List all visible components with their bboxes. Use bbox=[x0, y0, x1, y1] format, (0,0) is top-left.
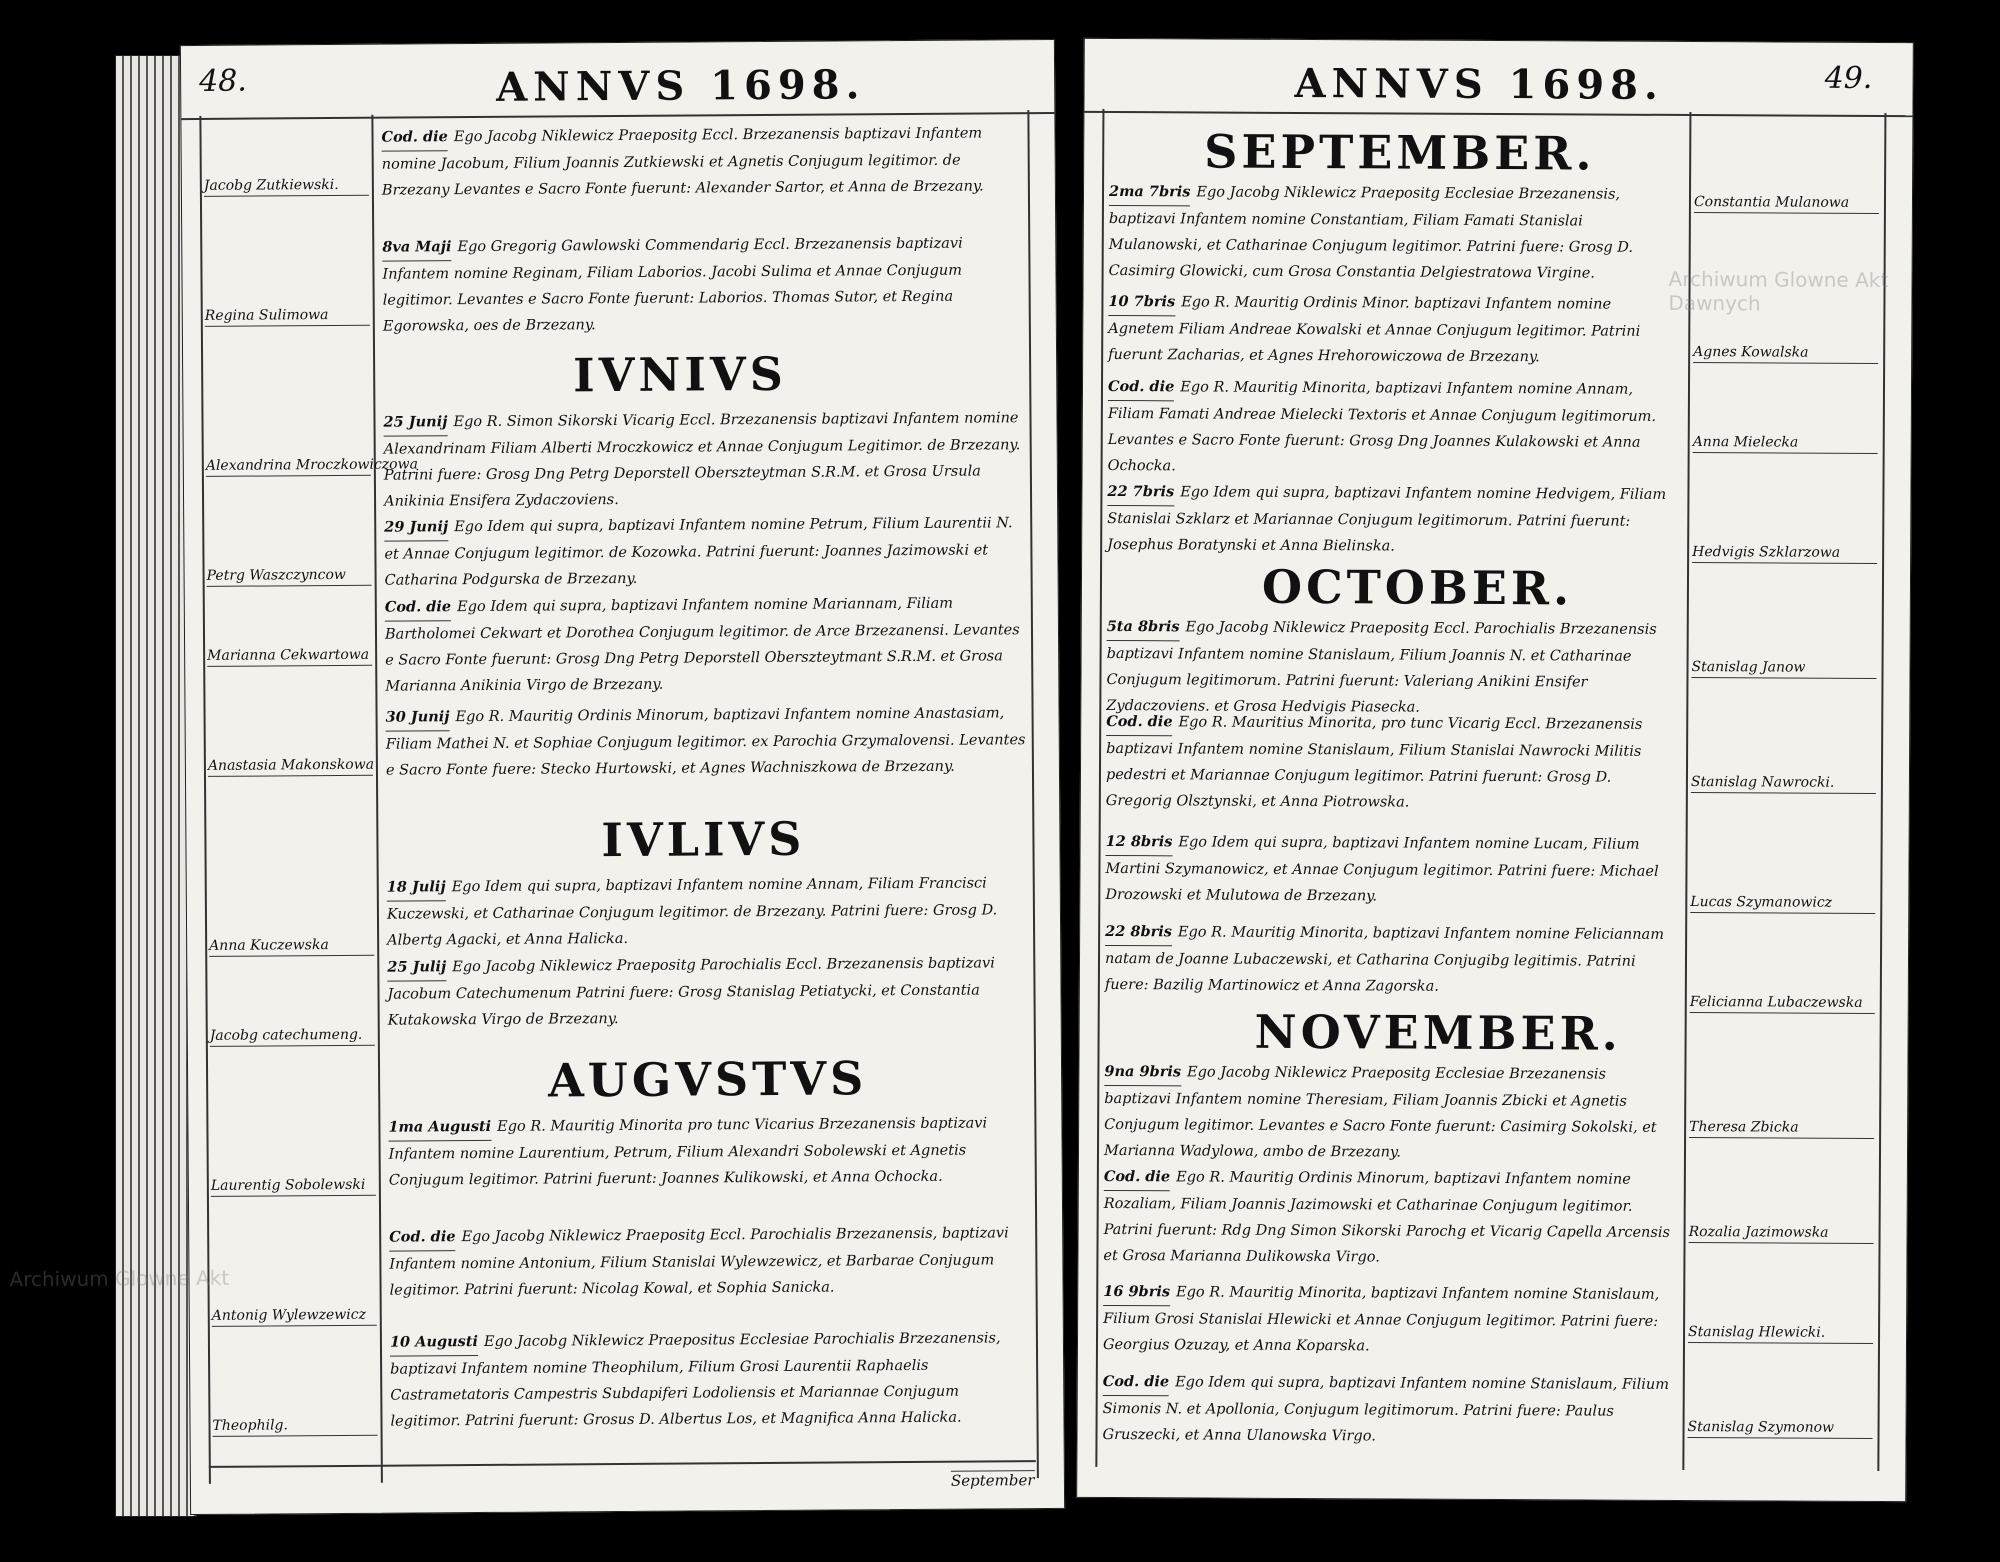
archive-watermark: Archiwum Glowne Akt Dawnych bbox=[1668, 266, 1889, 316]
baptism-entry: Cod. die Ego R. Mauritig Ordinis Minorum, baptizavi Infantem nomine Rozaliam, Filiam Joannis Jazimowski et Catharinae Conjugum legitimor. Patrini fuerunt: Rdg Dng Simon Sikorski Parochg et Vicarig Capella Arcensis et Grosa Marianna Dulikowska Virgo. bbox=[1103, 1164, 1674, 1272]
baptism-entry: Cod. die Ego Idem qui supra, baptizavi Infantem nomine Mariannam, Filiam Bartholomei Cekwart et Dorothea Conjugum legitimor. de Arce Brzezanensi. Levantes e Sacro Fonte fuerunt: Grosg Dng Petrg Deporstell Oberszteytmant S.R.M. et Grosa Marianna Anikinia Virgo de Brzezany. bbox=[384, 595, 1020, 695]
baptism-entry: Cod. die Ego Idem qui supra, baptizavi Infantem nomine Stanislaum, Filium Simonis N. et Apollonia, Conjugum legitimorum. Patrini fuere: Paulus Gruszecki, et Anna Ulanowska Virgo. bbox=[1102, 1369, 1672, 1451]
name-entry: Theophilg. bbox=[212, 1415, 377, 1437]
baptism-entry: Cod. die Ego R. Mauritius Minorita, pro tunc Vicarig Eccl. Brzezanensis baptizavi Infantem nomine Stanislaum, Filium Stanislai Nawrocki Militis pedestri et Mariannae Conjugum legitimor. Patrini fuerunt: Grosg D. Gregorig Olsztynski, et Anna Piotrowska. bbox=[1106, 709, 1677, 817]
right-page-number: 49. bbox=[1824, 60, 1873, 96]
archive-watermark: Archiwum Glowne Akt bbox=[9, 1265, 230, 1292]
baptism-entry: 10 7bris Ego R. Mauritig Ordinis Minor. baptizavi Infantem nomine Agnetem Filiam Andreae Kowalski et Annae Conjugum legitimor. Patrini fuerunt Zacharias, et Agnes Hrehorowiczowa de Brzezany. bbox=[1108, 289, 1678, 371]
name-entry: Laurentig Sobolewski bbox=[211, 1175, 376, 1197]
right-running-head: ANNVS 1698. bbox=[1294, 59, 1664, 109]
baptism-entry: 30 Junij Ego R. Mauritig Ordinis Minorum, baptizavi Infantem nomine Anastasiam, Filiam Mathei N. et Sophiae Conjugum legitimor. ex Parochia Grzymalovensi. Levantes e Sacro Fonte fuere: Stecko Hurtowski, et Agnes Wachniszkowa de Brzezany. bbox=[385, 705, 1026, 779]
baptism-entry: 8va Maji Ego Gregorig Gawlowski Commendarig Eccl. Brzezanensis baptizavi Infantem nomine Reginam, Filiam Laborios. Jacobi Sulima et Annae Conjugum legitimor. Levantes e Sacro Fonte fuerunt: Laborios. Thomas Sutor, et Regina Egorowska, oes de Brzezany. bbox=[382, 235, 963, 335]
name-entry: Constantia Mulanowa bbox=[1694, 192, 1879, 214]
name-entry: Lucas Szymanowicz bbox=[1690, 892, 1875, 914]
left-running-head: ANNVS 1698. bbox=[496, 61, 866, 111]
month-heading: OCTOBER. bbox=[1261, 559, 1574, 616]
name-entry: Stanislag Nawrocki. bbox=[1691, 772, 1876, 794]
name-entry: Stanislag Szymonow bbox=[1688, 1417, 1873, 1439]
name-entry: Alexandrina Mroczkowiczowa bbox=[206, 455, 371, 477]
baptism-entry: 16 9bris Ego R. Mauritig Minorita, baptizavi Infantem nomine Stanislaum, Filium Grosi Stanislai Hlewicki et Annae Conjugum legitimor. Patrini fuere: Georgius Ozuzay, et Anna Koparska. bbox=[1103, 1279, 1673, 1361]
baptism-entry: 25 Junij Ego R. Simon Sikorski Vicarig Eccl. Brzezanensis baptizavi Infantem nomine Alexandrinam Filiam Alberti Mroczkowicz et Annae Conjugum Legitimor. de Brzezany. Patrini fuere: Grosg Dng Petrg Deporstell Oberszteytman S.R.M. et Grosa Ursula Anikinia Ensifera Zydaczoviens. bbox=[383, 410, 1021, 510]
name-entry: Jacobg Zutkiewski. bbox=[204, 175, 369, 197]
name-entry: Stanislag Hlewicki. bbox=[1688, 1322, 1873, 1344]
name-entry: Anna Mielecka bbox=[1693, 432, 1878, 454]
baptism-entry: 22 8bris Ego R. Mauritig Minorita, baptizavi Infantem nomine Feliciannam natam de Joanne Lubaczewski, et Catharina Conjugibg legitimis. Patrini fuere: Bazilig Martinowicz et Anna Zagorska. bbox=[1105, 919, 1675, 1001]
baptism-entry: 2ma 7bris Ego Jacobg Niklewicz Praepositg Ecclesiae Brzezanensis, baptizavi Infantem nomine Constantiam, Filiam Famati Stanislai Mulanowski, et Catharinae Conjugum legitimor. Patrini fuere: Grosg D. Casimirg Glowicki, cum Grosa Constantia Delgiestratowa Virgine. bbox=[1109, 179, 1680, 287]
right-page bbox=[1076, 38, 1914, 1502]
right-header-rule bbox=[1084, 111, 1912, 117]
name-entry: Anastasia Makonskowa bbox=[208, 755, 373, 777]
right-names-column bbox=[1687, 122, 1879, 1493]
baptism-entry: Cod. die Ego R. Mauritig Minorita, baptizavi Infantem nomine Annam, Filiam Famati Andreae Mielecki Textoris et Annae Conjugum legitimorum. Levantes e Sacro Fonte fuerunt: Grosg Dng Joannes Kulakowski et Anna Ochocka. bbox=[1108, 374, 1679, 482]
left-page bbox=[9, 39, 1065, 1515]
left-names-column bbox=[203, 125, 418, 1496]
baptism-entry: 5ta 8bris Ego Jacobg Niklewicz Praepositg Eccl. Parochialis Brzezanensis baptizavi Infantem nomine Stanislaum, Filium Joannis N. et Catharinae Conjugum legitimorum. Patrini fuerunt: Valeriang Anikini Ensifer Zydaczoviens. et Grosa Hedvigis Piasecka. bbox=[1106, 614, 1677, 722]
month-heading: IVNIVS bbox=[573, 346, 788, 403]
name-entry: Regina Sulimowa bbox=[205, 305, 370, 327]
name-entry: Agnes Kowalska bbox=[1693, 342, 1878, 364]
name-entry: Antonig Wylewzewicz bbox=[212, 1305, 377, 1327]
name-entry: Theresa Zbicka bbox=[1689, 1117, 1874, 1139]
baptism-entry: 12 8bris Ego Idem qui supra, baptizavi Infantem nomine Lucam, Filium Martini Szymanowicz, et Annae Conjugum legitimor. Patrini fuere: Michael Drozowski et Mulutowa de Brzezany. bbox=[1105, 829, 1675, 911]
left-page-number: 48. bbox=[199, 63, 247, 99]
name-entry: Jacobg catechumeng. bbox=[210, 1025, 375, 1047]
month-heading: NOVEMBER. bbox=[1254, 1004, 1622, 1061]
right-rule-right bbox=[1877, 113, 1886, 1471]
baptism-entry: 18 Julij Ego Idem qui supra, baptizavi Infantem nomine Annam, Filiam Francisci Kuczewski, et Catharinae Conjugum legitimor. de Brzezany. Patrini fuere: Grosg D. Albertg Agacki, et Anna Halicka. bbox=[386, 875, 998, 949]
name-entry: Hedvigis Szklarzowa bbox=[1692, 542, 1877, 564]
baptism-entry: 1ma Augusti Ego R. Mauritig Minorita pro tunc Vicarius Brzezanensis baptizavi Infantem nomine Laurentium, Petrum, Filium Alexandri Sobolewski et Agnetis Conjugum legitimor. Patrini fuerunt: Joannes Kulikowski, et Anna Ochocka. bbox=[388, 1115, 988, 1189]
baptism-entry: 10 Augusti Ego Jacobg Niklewicz Praepositus Ecclesiae Parochialis Brzezanensis, baptizavi Infantem nomine Theophilum, Filium Grosi Laurentii Raphaelis Castrametatoris Campestris Subdapiferi Lodoliensis et Mariannae Conjugum legitimor. Patrini fuerunt: Grosus D. Albertus Los, et Magnifica Anna Halicka. bbox=[389, 1330, 1001, 1430]
name-entry: Marianna Cekwartowa bbox=[207, 645, 372, 667]
name-entry: Petrg Waszczyncow bbox=[207, 565, 372, 587]
catchword: September bbox=[950, 1471, 1035, 1490]
baptism-entry: 22 7bris Ego Idem qui supra, baptizavi Infantem nomine Hedvigem, Filiam Stanislai Szklarz et Mariannae Conjugum legitimorum. Patrini fuerunt: Josephus Boratynski et Anna Bielinska. bbox=[1107, 479, 1677, 561]
name-entry: Stanislag Janow bbox=[1691, 657, 1876, 679]
month-heading: AUGVSTVS bbox=[547, 1051, 868, 1108]
baptism-entry: 25 Julij Ego Jacobg Niklewicz Praepositg Parochialis Eccl. Brzezanensis baptizavi Jacobum Catechumenum Patrini fuere: Grosg Stanislag Petiatycki, et Constantia Kutakowska Virgo de Brzezany. bbox=[387, 955, 995, 1029]
name-entry: Rozalia Jazimowska bbox=[1689, 1222, 1874, 1244]
left-header-rule bbox=[181, 112, 1054, 120]
month-heading: SEPTEMBER. bbox=[1204, 124, 1596, 181]
name-entry: Felicianna Lubaczewska bbox=[1690, 992, 1875, 1014]
month-heading: IVLIVS bbox=[601, 811, 806, 868]
baptism-entry: 9na 9bris Ego Jacobg Niklewicz Praepositg Ecclesiae Brzezanensis baptizavi Infantem nomine Theresiam, Filiam Joannis Zbicki et Agnetis Conjugum legitimor. Levantes e Sacro Fonte fuerunt: Casimirg Sokolski, et Marianna Wadylowa, ambo de Brzezany. bbox=[1104, 1059, 1675, 1167]
baptism-entry: Cod. die Ego Jacobg Niklewicz Praepositg Eccl. Parochialis Brzezanensis, baptizavi Infantem nomine Antonium, Filium Stanislai Wylewzewicz, et Barbarae Conjugum legitimor. Patrini fuerunt: Nicolag Kowal, et Sophia Sanicka. bbox=[389, 1225, 1009, 1299]
name-entry: Anna Kuczewska bbox=[209, 935, 374, 957]
baptism-entry: Cod. die Ego Jacobg Niklewicz Praepositg Eccl. Brzezanensis baptizavi Infantem nomine Jacobum, Filium Joannis Zutkiewski et Agnetis Conjugum legitimor. de Brzezany Levantes e Sacro Fonte fuerunt: Alexander Sartor, et Anna de Brzezany. bbox=[381, 125, 984, 199]
baptism-entry: 29 Junij Ego Idem qui supra, baptizavi Infantem nomine Petrum, Filium Laurentii N. et Annae Conjugum legitimor. de Kozowka. Patrini fuerunt: Joannes Jazimowski et Catharina Podgurska de Brzezany. bbox=[384, 515, 1013, 589]
